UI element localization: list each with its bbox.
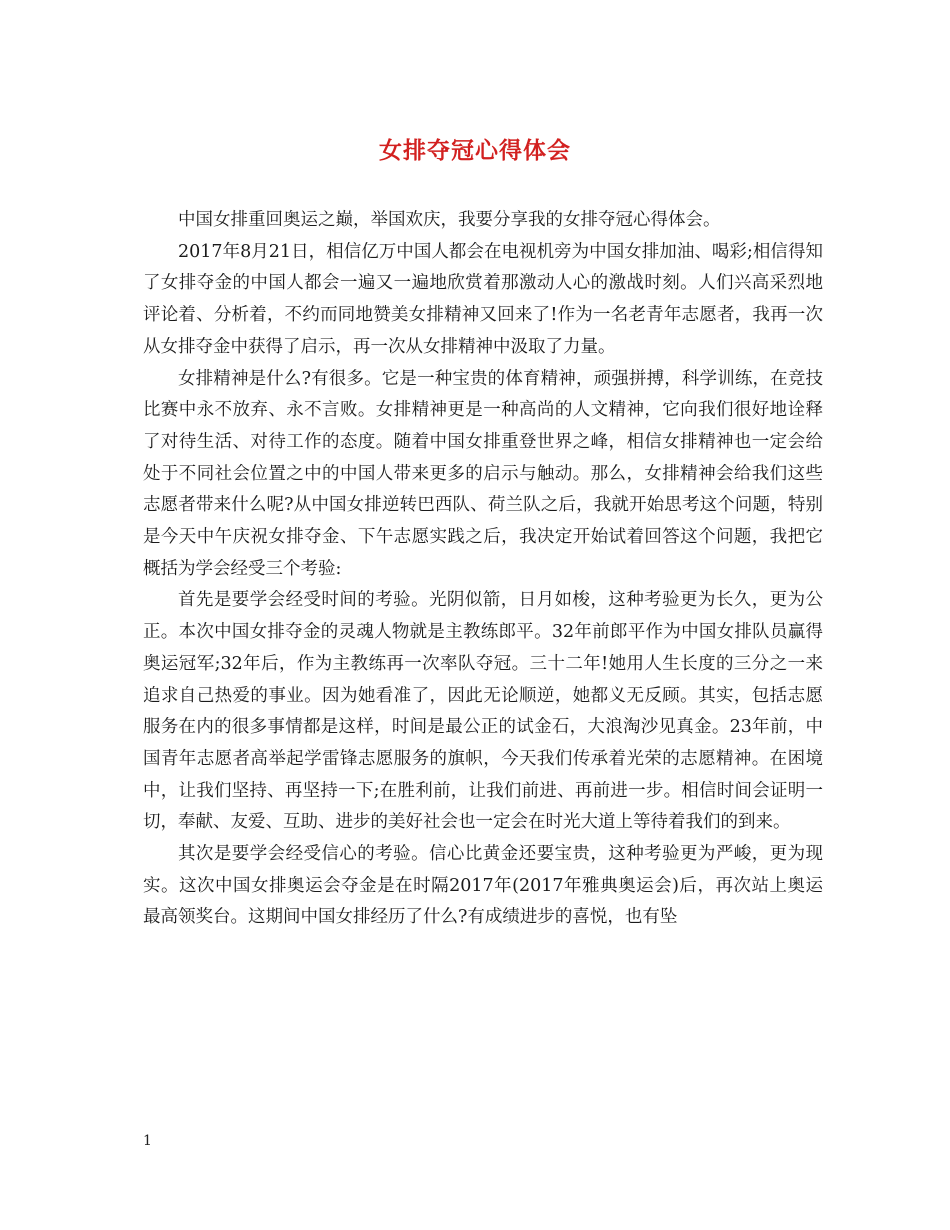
paragraph-date: 2017年8月21日，相信亿万中国人都会在电视机旁为中国女排加油、喝彩;相信得知了女排夺金的中国人都会一遍又一遍地欣赏着那激动人心的激战时刻。人们兴高采烈地评论着、分析着，不约而同地赞美女排精神又回来了!作为一名老青年志愿者，我再一次从女排夺金中获得了启示，再一次从女排精神中汲取了力量。 [143, 241, 823, 357]
paragraph-intro: 中国女排重回奥运之巅，举国欢庆，我要分享我的女排夺冠心得体会。 [178, 210, 721, 230]
document-body [143, 205, 823, 934]
document-title: 女排夺冠心得体会 [379, 137, 571, 164]
page-number: 1 [143, 1133, 152, 1149]
paragraph-time-test: 首先是要学会经受时间的考验。光阴似箭，日月如梭，这种考验更为长久，更为公正。本次中国女排夺金的灵魂人物就是主教练郎平。32年前郎平作为中国女排队员赢得奥运冠军;32年后，作为主教练再一次率队夺冠。三十二年!她用人生长度的三分之一来追求自己热爱的事业。因为她看准了，因此无论顺逆，她都义无反顾。其实，包括志愿服务在内的很多事情都是这样，时间是最公正的试金石，大浪淘沙见真金。23年前，中国青年志愿者高举起学雷锋志愿服务的旗帜，今天我们传承着光荣的志愿精神。在困境中，让我们坚持、再坚持一下;在胜利前，让我们前进、再前进一步。相信时间会证明一切，奉献、友爱、互助、进步的美好社会也一定会在时光大道上等待着我们的到来。 [143, 590, 823, 833]
paragraph-confidence-test: 其次是要学会经受信心的考验。信心比黄金还要宝贵，这种考验更为严峻，更为现实。这次中国女排奥运会夺金是在时隔2017年(2017年雅典奥运会)后，再次站上奥运最高领奖台。这期间中国女排经历了什么?有成绩进步的喜悦，也有坠 [143, 844, 823, 928]
paragraph-spirit: 女排精神是什么?有很多。它是一种宝贵的体育精神，顽强拼搏，科学训练，在竞技比赛中永不放弃、永不言败。女排精神更是一种高尚的人文精神，它向我们很好地诠释了对待生活、对待工作的态度。随着中国女排重登世界之峰，相信女排精神也一定会给处于不同社会位置之中的中国人带来更多的启示与触动。那么，女排精神会给我们这些志愿者带来什么呢?从中国女排逆转巴西队、荷兰队之后，我就开始思考这个问题，特别是今天中午庆祝女排夺金、下午志愿实践之后，我决定开始试着回答这个问题，我把它概括为学会经受三个考验: [143, 368, 823, 579]
